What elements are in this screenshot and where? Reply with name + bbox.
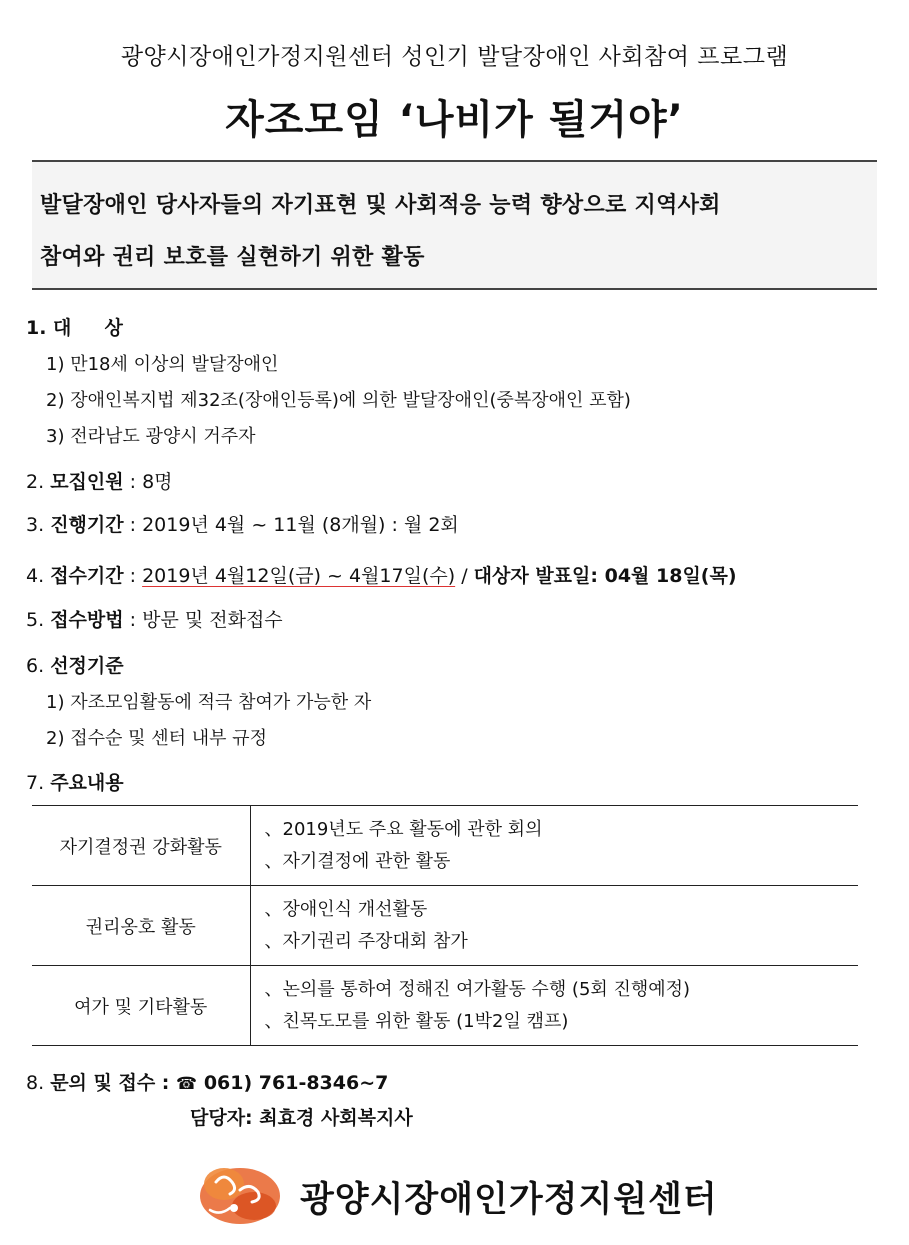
target-item-3: 3) 전라남도 광양시 거주자 bbox=[46, 426, 256, 447]
table-category-cell: 여가 및 기타활동 bbox=[32, 966, 250, 1046]
section-recruit-head: 모집인원 bbox=[50, 471, 124, 493]
section-recruit-value: : 8명 bbox=[123, 471, 173, 493]
criteria-item-2: 2) 접수순 및 센터 내부 규정 bbox=[46, 728, 267, 749]
section-target-label: 1. 대 상 bbox=[26, 317, 123, 339]
section-criteria-num: 6. bbox=[26, 655, 45, 677]
organization-name: 광양시장애인가정지원센터 bbox=[300, 1180, 718, 1220]
contact-manager: 담당자: 최효경 사회복지사 bbox=[190, 1107, 413, 1129]
section-period-head: 진행기간 bbox=[50, 514, 124, 536]
section-contact-head: 문의 및 접수 bbox=[50, 1072, 156, 1094]
section-contents-num: 7. bbox=[26, 772, 45, 794]
section-reception-num: 4. bbox=[26, 565, 45, 587]
section-recruit-num: 2. bbox=[26, 471, 45, 493]
section-contact-num: 8. bbox=[26, 1072, 45, 1094]
content-line: 、논의를 통하여 정해진 여가활동 수행 (5회 진행예정) bbox=[264, 978, 691, 1000]
section-method-head: 접수방법 bbox=[50, 609, 124, 631]
purpose-line-2: 참여와 권리 보호를 실현하기 위한 활동 bbox=[40, 245, 425, 270]
target-item-2: 2) 장애인복지법 제32조(장애인등록)에 의한 발달장애인(중복장애인 포함) bbox=[46, 390, 631, 411]
telephone-icon: ☎ bbox=[176, 1074, 198, 1094]
page-title: 자조모임 ‘나비가 될거야’ bbox=[225, 97, 684, 143]
section-reception-head: 접수기간 bbox=[50, 565, 124, 587]
purpose-line-1: 발달장애인 당사자들의 자기표현 및 사회적응 능력 향상으로 지역사회 bbox=[40, 193, 721, 218]
contact-phone: 061) 761-8346~7 bbox=[197, 1072, 389, 1094]
table-category-cell: 자기결정권 강화활동 bbox=[32, 806, 250, 886]
target-item-1: 1) 만18세 이상의 발달장애인 bbox=[46, 354, 279, 375]
section-period bbox=[26, 510, 459, 537]
table-row bbox=[32, 886, 858, 966]
section-period-num: 3. bbox=[26, 514, 45, 536]
section-method bbox=[26, 605, 283, 632]
table-content-cell bbox=[250, 886, 858, 966]
table-row bbox=[32, 806, 858, 886]
footer-logo bbox=[190, 1160, 790, 1230]
section-contact bbox=[26, 1068, 388, 1095]
section-period-value: : 2019년 4월 ~ 11월 (8개월) : 월 2회 bbox=[123, 514, 459, 536]
table-content-cell bbox=[250, 806, 858, 886]
content-line: 、2019년도 주요 활동에 관한 회의 bbox=[264, 818, 543, 840]
section-method-num: 5. bbox=[26, 609, 45, 631]
content-line: 、장애인식 개선활동 bbox=[264, 898, 428, 920]
section-contents bbox=[26, 768, 124, 795]
section-reception-slash: / bbox=[455, 565, 474, 587]
reception-date-range: 2019년 4월12일(금) ~ 4월17일(수) bbox=[142, 565, 456, 587]
section-target-heading bbox=[26, 313, 123, 340]
criteria-item-1: 1) 자조모임활동에 적극 참여가 가능한 자 bbox=[46, 692, 372, 713]
section-recruit bbox=[26, 467, 173, 494]
section-method-value: : 방문 및 전화접수 bbox=[123, 609, 283, 631]
activities-table bbox=[32, 805, 858, 1046]
content-line: 、친목도모를 위한 활동 (1박2일 캠프) bbox=[264, 1010, 569, 1032]
announcement-date: 대상자 발표일: 04월 18일(목) bbox=[473, 565, 737, 587]
content-line: 、자기결정에 관한 활동 bbox=[264, 850, 451, 872]
section-reception-sep: : bbox=[123, 565, 143, 587]
table-content-cell bbox=[250, 966, 858, 1046]
section-contact-sep: : bbox=[155, 1072, 177, 1094]
section-criteria-head: 선정기준 bbox=[50, 655, 124, 677]
table-category-cell: 권리옹호 활동 bbox=[32, 886, 250, 966]
section-criteria bbox=[26, 651, 124, 678]
program-subtitle: 광양시장애인가정지원센터 성인기 발달장애인 사회참여 프로그램 bbox=[120, 44, 789, 70]
purpose-banner bbox=[32, 160, 877, 290]
section-contents-head: 주요내용 bbox=[50, 772, 124, 794]
content-line: 、자기권리 주장대회 참가 bbox=[264, 930, 468, 952]
table-row bbox=[32, 966, 858, 1046]
butterfly-logo-icon bbox=[190, 1160, 282, 1228]
section-reception bbox=[26, 561, 737, 588]
